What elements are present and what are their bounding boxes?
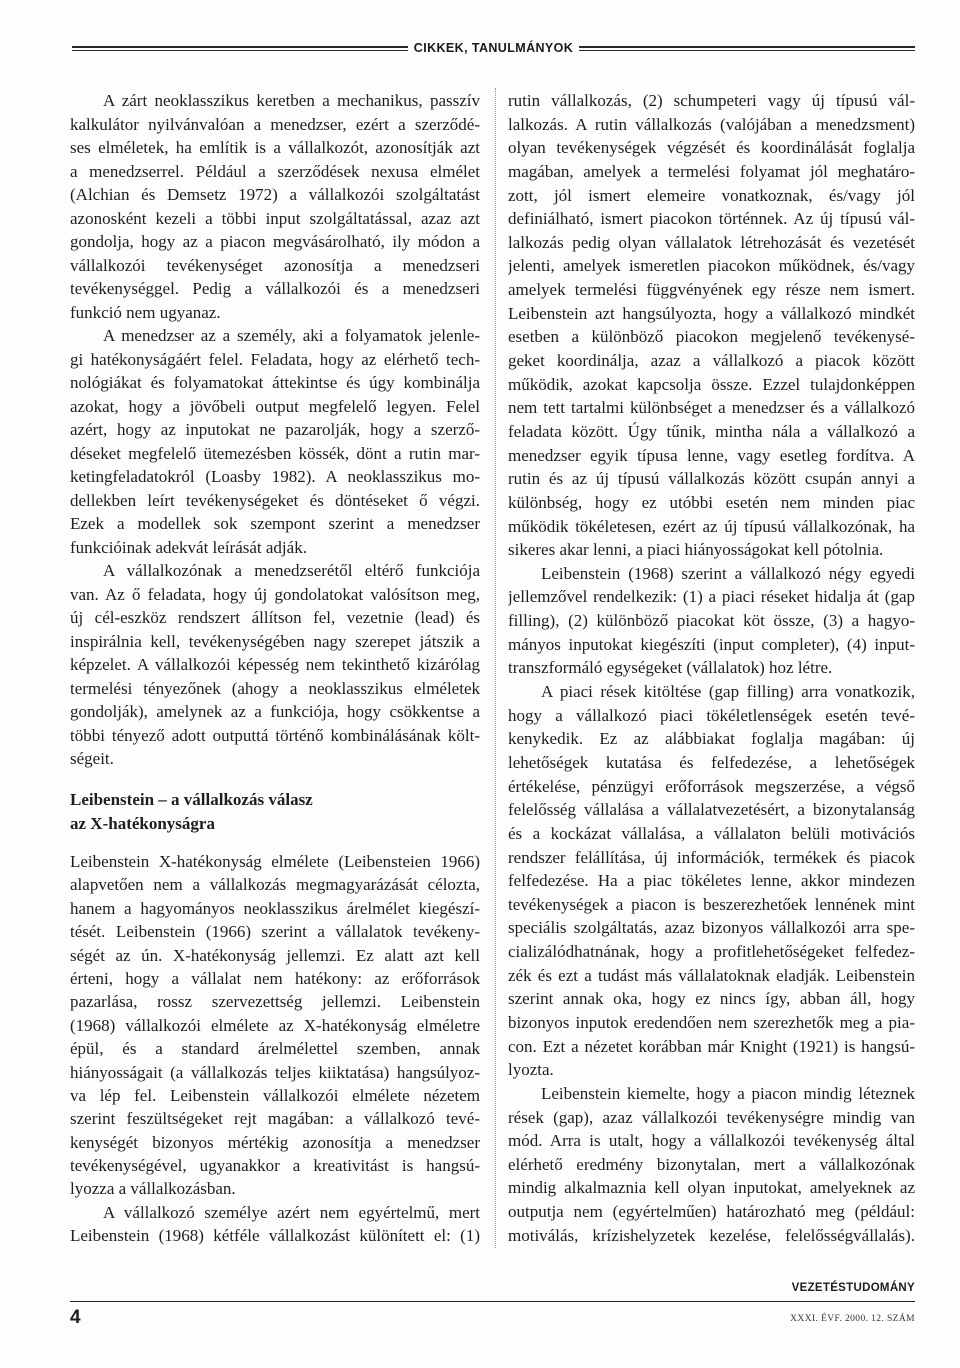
text-line: bizonyos inputok eredendően nem szerezhetők meg a pia-	[508, 1012, 915, 1032]
text-line: A zárt neoklasszikus keretben a mechanikus, passzív	[103, 91, 480, 110]
text-line: szerint feszültségeket rejt magában: a vállalkozó tevé-	[70, 1109, 480, 1129]
text-line: tevékenységével, ugyanakkor a kreativitást is hangsú-	[70, 1156, 480, 1176]
text-line: alapvetően nem a vállalkozás megmagyarázását célozta,	[70, 875, 480, 895]
text-line: mindig alkalmaznia kell olyan inputokat, amelyeknek az	[508, 1178, 915, 1198]
text-line: érteni, hogy a vállalat nem hatékony: az erőforrások	[70, 968, 480, 988]
header-rule-left	[72, 46, 408, 51]
text-line: Leibenstein (1968) szerint a vállalkozó négy egyedi	[541, 563, 915, 583]
page-number: 4	[70, 1307, 81, 1328]
header-rule-right	[579, 46, 915, 51]
text-line: nológiákat és folyamatokat áttekintse és úgy kombinálja	[70, 373, 480, 392]
text-line: cializálódhatnának, hogy a profitlehetőségeket felfedez-	[508, 942, 915, 962]
text-line: rések (gap), azaz vállalkozói tevékenységre mindig van	[508, 1107, 915, 1127]
text-line: amelyek termelési függvényének egy része nem ismert.	[508, 280, 915, 300]
text-line: lalkozás pedig olyan vállalatok létrehozását és vezetését	[508, 232, 915, 252]
text-line: sikeres akar lenni, a piaci hiányosságokat kell pótolnia.	[508, 540, 884, 560]
text-line: azért, hogy az inputokat ne pazarolják, hogy a szerző-	[70, 420, 480, 439]
text-line: A menedzser az a személy, aki a folyamatok jelenle-	[103, 326, 480, 345]
text-line: elérhető eredmény bizonytalan, mert a vállalkozónak	[508, 1154, 915, 1174]
text-line: gi hatékonyságáért felel. Feladata, hogy az elérhető tech-	[70, 349, 480, 369]
left-column-section-body	[70, 850, 480, 1248]
text-line: azokat, hogy a jövőbeli output megfelelő legyen. Felel	[70, 396, 480, 416]
text-line: (Alchian és Demsetz 1972) a vállalkozói szolgáltatást	[70, 185, 480, 204]
text-line: új cél-eszköz rendszert állítson fel, vezetnie (lead) és	[70, 608, 480, 627]
text-line: lalkozás. A rutin vállalkozás (valójában a menedzsment)	[508, 114, 915, 134]
journal-name: VEZETÉSTUDOMÁNY	[791, 1282, 915, 1294]
text-line: magában, amelyek a termelési folyamat jól meghatáro-	[508, 161, 915, 181]
text-line: filling), (2) különböző piacokat köt össze, (3) a hagyo-	[508, 611, 915, 631]
text-line: termelési tényezőnek (ahogy a neoklasszikus elméletek	[70, 678, 480, 698]
text-line: ketingfeladatokról (Loasby 1982). A neoklasszikus mo-	[70, 467, 480, 486]
text-line: ségét az ún. X-hatékonyság jellemzi. Ez alatt azt kell	[70, 945, 480, 965]
text-line: többi tényező adott outputtá történő kombinálásának költ-	[70, 725, 480, 745]
text-line: felelősség vállalása a vállalatvezetésért, a bizonytalanság	[508, 800, 915, 820]
text-line: A vállalkozó személye azért nem egyértelmű, mert	[103, 1202, 480, 1222]
text-line: definiálható, ismert piacokon történnek. Az új típusú vál-	[508, 209, 915, 229]
text-line: zék és ezt a tudást más vállalatoknak eladják. Leibenstein	[508, 965, 915, 985]
text-line: menedzser egyik típusa lenne, vagy esetleg fordítva. A	[508, 445, 915, 465]
section-heading	[70, 788, 480, 836]
text-line: működik tökéletesen, ezért az új típusú vállalkozónak, ha	[508, 516, 915, 536]
text-line: speciális szolgáltatás, azaz bizonyos vállalkozói arra spe-	[508, 918, 915, 938]
text-line: Leibenstein azt hangsúlyozta, hogy a vállalkozó mindkét	[508, 303, 915, 323]
text-line: hiányosságait (a vállalkozás teljes kiiktatása) hangsúlyoz-	[70, 1062, 480, 1082]
text-line: motiválás, krízishelyzetek kezelése, felelősségvállalás).	[508, 1225, 915, 1245]
text-line: esetben a különböző piacokon megjelenő tevékenysé-	[508, 327, 915, 347]
text-line: dellekben leírt tevékenységeket és döntéseket ő végzi.	[70, 490, 480, 510]
text-line: pazarlása, rossz szervezettség jellemzi. Leibenstein	[70, 992, 480, 1012]
text-line: feladata között. Úgy tűnik, mintha nála a vállalkozó a	[508, 421, 915, 441]
paragraph	[70, 559, 480, 771]
text-line: mód. Arra is utalt, hogy a vállalkozói tevékenység által	[508, 1131, 915, 1151]
text-line: épül, és a standard árelmélettel szemben, annak	[70, 1039, 480, 1059]
text-line: gondolják), amelynek az a funkciója, hogy csökkentse a	[70, 702, 480, 721]
text-line: va lép fel. Leibenstein vállalkozói elmélete nézetem	[70, 1085, 480, 1105]
footer-rule	[70, 1301, 915, 1302]
text-line: tését. Leibenstein (1966) szerint a vállalatok tevékeny-	[70, 922, 480, 942]
text-line: rutin és az új típusú vállalkozás között csupán annyi a	[508, 469, 915, 489]
text-line: con. Ezt a nézetet korábban már Knight (1921) is hangsú-	[508, 1036, 915, 1056]
text-line: jelenti, amelyek ismeretlen piacokon működnek, és/vagy	[508, 256, 915, 276]
text-line: Leibenstein kiemelte, hogy a piacon mindig léteznek	[541, 1083, 915, 1103]
text-line: szerint annak oka, hogy ez nincs így, abban áll, hogy	[508, 989, 915, 1009]
text-line: Leibenstein X-hatékonyság elmélete (Leibensteien 1966)	[70, 852, 480, 871]
paragraph	[70, 324, 480, 559]
text-line: lyozta.	[508, 1060, 554, 1080]
paragraph	[70, 89, 480, 324]
text-line: lehetőségek kutatása és felfedezése, a lehetőségek	[508, 752, 915, 772]
section-heading-line: az X-hatékonyságra	[70, 814, 215, 833]
text-line: rutin vállalkozás, (2) schumpeteri vagy új típusú vál-	[508, 91, 915, 110]
text-line: Leibenstein (1968) kétféle vállalkozást különített el: (1)	[70, 1226, 480, 1246]
text-line: nem tett tartalmi különbséget a menedzser és a vállalkozó	[508, 398, 915, 418]
column-divider	[495, 88, 496, 1248]
text-line: képzelet. A vállalkozói képesség nem tekinthető kizárólag	[70, 655, 480, 674]
text-line: A piaci rések kitöltése (gap filling) arra vonatkozik,	[541, 682, 915, 702]
right-column-body	[508, 89, 915, 1247]
text-line: vállalkozói tevékenységet azonosítja a menedzseri	[70, 255, 480, 275]
text-line: különbség, hogy ez utóbbi esetén nem minden piac	[508, 492, 915, 512]
text-line: lyozza a vállalkozásban.	[70, 1179, 236, 1199]
text-line: hanem a hagyományos neoklasszikus árelmélet kiegészí-	[70, 898, 480, 918]
text-line: azonosként kezeli a többi input szolgáltatással, azaz azt	[70, 208, 480, 228]
text-line: outputja nem (egyértelműen) határozható meg (például:	[508, 1202, 915, 1222]
text-line: déseket megfelelő ütemezésben kössék, dönt a rutin mar-	[70, 443, 480, 463]
text-line: gondolja, hogy az a piacon megvásárolható, ily módon a	[70, 232, 480, 251]
text-line: geket koordinálja, azaz a vállalkozó a piacok között	[508, 351, 915, 371]
text-line: értékelése, pénzügyi erőforrások megszerzése, a végső	[508, 776, 915, 796]
text-line: tevékenységgel. Pedig a vállalkozói és a menedzseri	[70, 279, 480, 298]
running-header	[72, 40, 915, 56]
text-line: olyan tevékenységek végzését és koordinálását foglalja	[508, 138, 915, 158]
text-line: funkció nem ugyanaz.	[70, 302, 221, 322]
paragraph	[508, 562, 915, 680]
text-line: funkcióinak adekvát leírását adják.	[70, 537, 307, 557]
paragraph	[508, 1082, 915, 1247]
text-line: Ezek a modellek sok szempont szerint a menedzser	[70, 514, 480, 533]
section-title: CIKKEK, TANULMÁNYOK	[413, 41, 574, 55]
text-line: zott, jól ismert elemeire vonatkoznak, és/vagy jól	[508, 185, 915, 205]
text-line: mányos inputokat kiegészíti (input completer), (4) input-	[508, 634, 915, 654]
left-column-body	[70, 89, 480, 771]
text-line: ses elméletek, ha említik is a vállalkozót, azonosítják azt	[70, 138, 480, 157]
text-line: jellemzővel rendelkezik: (1) a piaci réseket hidalja át (gap	[508, 587, 915, 607]
text-line: a menedzserrel. Például a szerződések nexusa elmélet	[70, 161, 480, 181]
text-line: transzformáló egységeket (vállalatok) hoz létre.	[508, 658, 833, 678]
text-line: kalkulátor nyilvánvalóan a menedzser, ezért a szerződé-	[70, 114, 480, 134]
text-line: inspirálnia kell, tevékenységében nagy szerepet játszik a	[70, 631, 480, 651]
text-line: felfedezése. Ha a piac tökéletes lenne, akkor mindezen	[508, 871, 915, 891]
paragraph	[508, 89, 915, 562]
text-line: A vállalkozónak a menedzserétől eltérő funkciója	[103, 561, 480, 580]
text-line: kenykedik. Ez az alábbiakat foglalja magában: új	[508, 729, 915, 749]
text-line: kenységét bizonyos mértékig azonosítja a menedzser	[70, 1132, 480, 1152]
paragraph	[508, 680, 915, 1082]
text-line: rendszer felállítása, új információk, termékek és piacok	[508, 847, 915, 867]
paragraph	[70, 1201, 480, 1248]
paragraph	[70, 850, 480, 1201]
text-line: van. Az ő feladata, hogy új gondolatokat valósítson meg,	[70, 584, 480, 604]
text-line: tevékenységek a piacon is beszerezhetőek lennének mint	[508, 894, 915, 914]
section-heading-line: Leibenstein – a vállalkozás válasz	[70, 790, 313, 809]
issue-info: XXXI. ÉVF. 2000. 12. SZÁM	[790, 1314, 915, 1324]
text-line: és a kockázat vállalása, a vállalaton belüli motivációs	[508, 823, 915, 843]
text-line: hogy a vállalkozó piaci tökéletlenségek esetén tevé-	[508, 705, 915, 725]
text-line: (1968) vállalkozói elmélete az X-hatékonyság elméletre	[70, 1015, 480, 1035]
text-line: működik, azokat kapcsolja össze. Ezzel tulajdonképpen	[508, 374, 915, 394]
text-line: ségeit.	[70, 749, 114, 768]
